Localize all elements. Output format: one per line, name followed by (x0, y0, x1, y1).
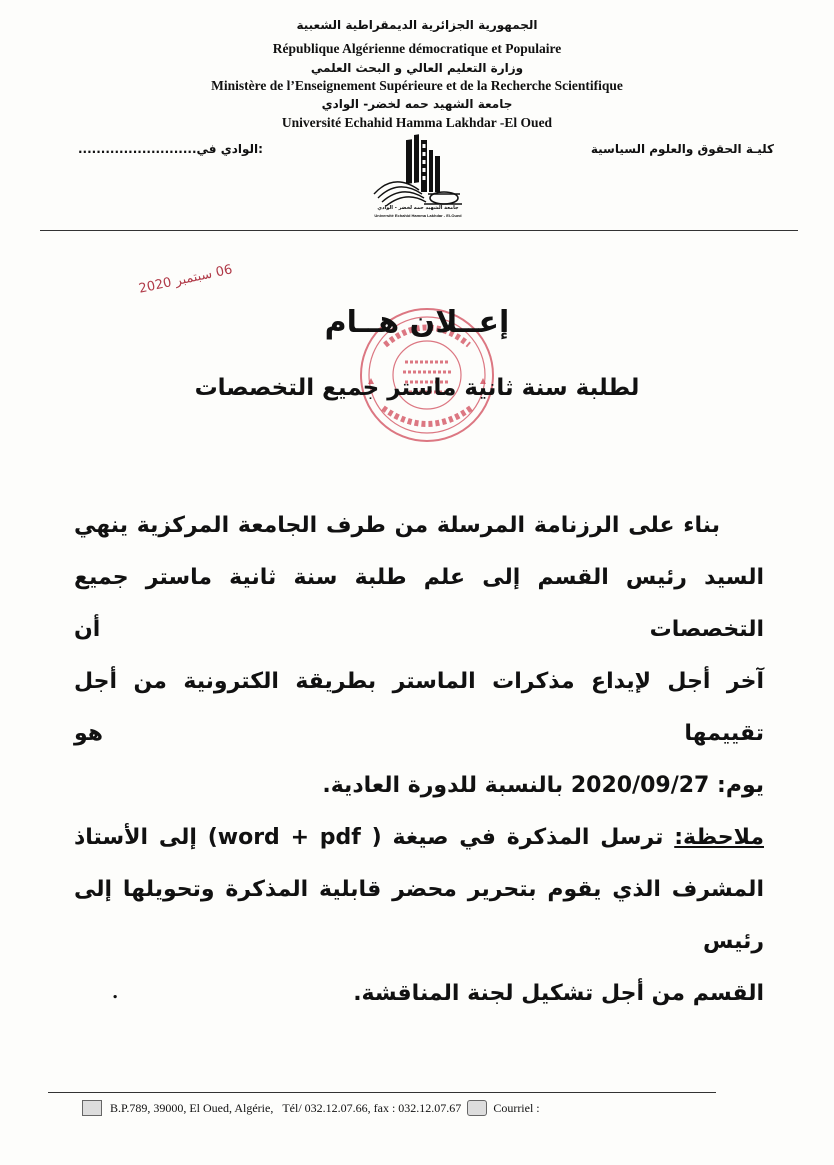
note-line (74, 812, 764, 864)
body-line: بناء على الرزنامة المرسلة من طرف الجامعة المركزية ينهي (74, 513, 720, 538)
note-text: ترسل المذكرة في صيغة ( word + pdf) إلى الأستاذ (74, 825, 664, 850)
stray-mark: . (112, 982, 119, 1003)
body-line: يوم: 2020/09/27 بالنسبة للدورة العادية. (322, 773, 764, 798)
email-icon (467, 1100, 487, 1116)
footer-mail: Courriel : (493, 1100, 540, 1115)
footer (82, 1100, 540, 1116)
footer-phone: Tél/ 032.12.07.66, fax : 032.12.07.67 (282, 1100, 462, 1115)
logo-caption-arabic: جامعة الشهيد حمه لخضر - الوادي (377, 205, 459, 211)
announcement-body (74, 500, 764, 1020)
ministry-arabic: وزارة التعليم العالي و البحث العلمي (310, 61, 524, 75)
footer-rule (48, 1092, 716, 1093)
body-line: السيد رئيس القسم إلى علم طلبة سنة ثانية ماستر جميع التخصصات أن (74, 565, 764, 642)
university-arabic: جامعة الشهيد حمه لخضر- الوادي (321, 97, 513, 111)
footer-address: B.P.789, 39000, El Oued, Algérie, (110, 1100, 274, 1115)
announcement-title: إعــلان هــام (324, 305, 510, 340)
note-line: المشرف الذي يقوم بتحرير محضر قابلية المذكرة وتحويلها إلى رئيس (74, 877, 764, 954)
logo-caption-french: Université Echahid Hamma Lakhdar - El-Oued (374, 213, 462, 218)
header-rule (40, 230, 798, 231)
mailbox-icon (82, 1100, 102, 1116)
note-line: القسم من أجل تشكيل لجنة المناقشة. (353, 981, 764, 1006)
body-line: آخر أجل لإيداع مذكرات الماستر بطريقة الكترونية من أجل تقييمها هو (74, 669, 764, 746)
ministry-french: Ministère de l’Enseignement Supérieure et de la Recherche Scientifique (211, 78, 623, 93)
republic-arabic: الجمهورية الجزائرية الديمقراطية الشعبية (296, 18, 538, 32)
announcement-subtitle: لطلبة سنة ثانية ماستر جميع التخصصات (194, 375, 640, 401)
note-label: ملاحظة: (674, 825, 764, 850)
university-french: Université Echahid Hamma Lakhdar -El Oued (281, 115, 553, 130)
faculty-name: كليـة الحقوق والعلوم السياسية (590, 142, 774, 156)
date-stamp: 06 سبتمبر 2020 (137, 262, 234, 297)
place-label: الوادي في: (196, 142, 263, 156)
place-date-field (78, 142, 263, 156)
place-dots: .......................... (78, 142, 197, 156)
republic-french: République Algérienne démocratique et Populaire (272, 41, 562, 56)
